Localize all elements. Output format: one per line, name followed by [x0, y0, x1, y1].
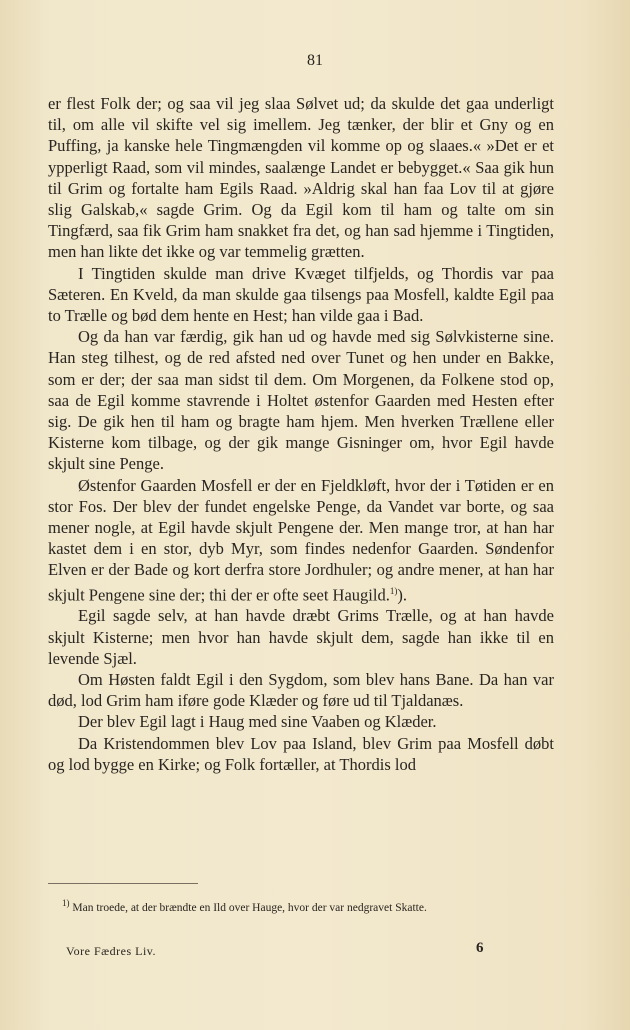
body-text: [48, 93, 554, 775]
footnote-reference-close: ).: [397, 585, 407, 605]
footnote-reference: 1): [389, 585, 398, 596]
signature-mark: 6: [476, 940, 484, 956]
page-number: 81: [307, 52, 323, 69]
paragraph-1: er flest Folk der; og saa vil jeg slaa Sølvet ud; da skulde det gaa underligt til, om alle vil skifte vel sig imellem. Jeg tænker, der blir et Gny og en Puffing, ja kanske hele Tingmængden vil komme op og slaaes.« »Det er et ypperligt Raad, som vil mindes, saalænge Landet er bebygget.« Saa gik hun til Grim og fortalte ham Egils Raad. »Aldrig skal han faa Lov til at gjøre slig Galskab,« sagde Grim. Og da Egil kom til ham og talte om sin Tingfærd, saa fik Grim ham snakket fra det, og han sad hjemme i Tingtiden, men han likte det ikke og var temmelig grætten.: [48, 94, 554, 262]
paragraph-4-text: Østenfor Gaarden Mosfell er der en Fjeldkløft, hvor der i Tøtiden er en stor Fos. Der blev der fundet engelske Penge, da Vandet var borte, og saa mener nogle, at Egil havde skjult Pengene der. Men mange tror, at han har kastet dem i en stor, dyb Myr, som findes nedenfor Gaarden. Søndenfor Elven er der Bade og kort derfra store Jordhuler; og andre mener, at han har skjult Pengene sine der; thi der er ofte seet Haugild.: [48, 475, 554, 605]
footnote-marker: 1): [62, 898, 70, 908]
paragraph-6: Om Høsten faldt Egil i den Sygdom, som blev hans Bane. Da han var død, lod Grim ham iføre gode Klæder og føre ud til Tjaldanæs.: [48, 669, 554, 711]
paragraph-5: Egil sagde selv, at han havde dræbt Grims Trælle, og at han havde skjult Kisterne; men hvor han havde skjult dem, sagde han ikke til en levende Sjæl.: [48, 606, 554, 668]
footnote: [48, 895, 554, 917]
footer-title: Vore Fædres Liv.: [66, 944, 156, 958]
footnote-text: Man troede, at der brændte en Ild over Hauge, hvor der var nedgravet Skatte.: [72, 901, 427, 914]
paragraph-4: [48, 475, 554, 606]
footnote-divider: [48, 883, 198, 884]
paragraph-7: Der blev Egil lagt i Haug med sine Vaaben og Klæder.: [78, 712, 437, 732]
paragraph-3: Og da han var færdig, gik han ud og havde med sig Sølvkisterne sine. Han steg tilhest, og de red afsted ned over Tunet og hen under en Bakke, som er der; der saa man sidst til dem. Om Morgenen, da Folkene stod op, saa de Egil komme stavrende i Holtet østenfor Gaarden med Hesten efter sig. De gik hen til ham og bragte ham hjem. Men hverken Trællene eller Kisterne kom tilbage, og der gik mange Gisninger om, hvor Egil havde skjult sine Penge.: [48, 327, 554, 474]
paragraph-8: Da Kristendommen blev Lov paa Island, blev Grim paa Mosfell døbt og lod bygge en Kirke; og Folk fortæller, at Thordis lod: [48, 733, 554, 774]
paragraph-2: I Tingtiden skulde man drive Kvæget tilfjelds, og Thordis var paa Sæteren. En Kveld, da man skulde gaa tilsengs paa Mosfell, kaldte Egil paa to Trælle og bød dem hente en Hest; han vilde gaa i Bad.: [48, 263, 554, 326]
